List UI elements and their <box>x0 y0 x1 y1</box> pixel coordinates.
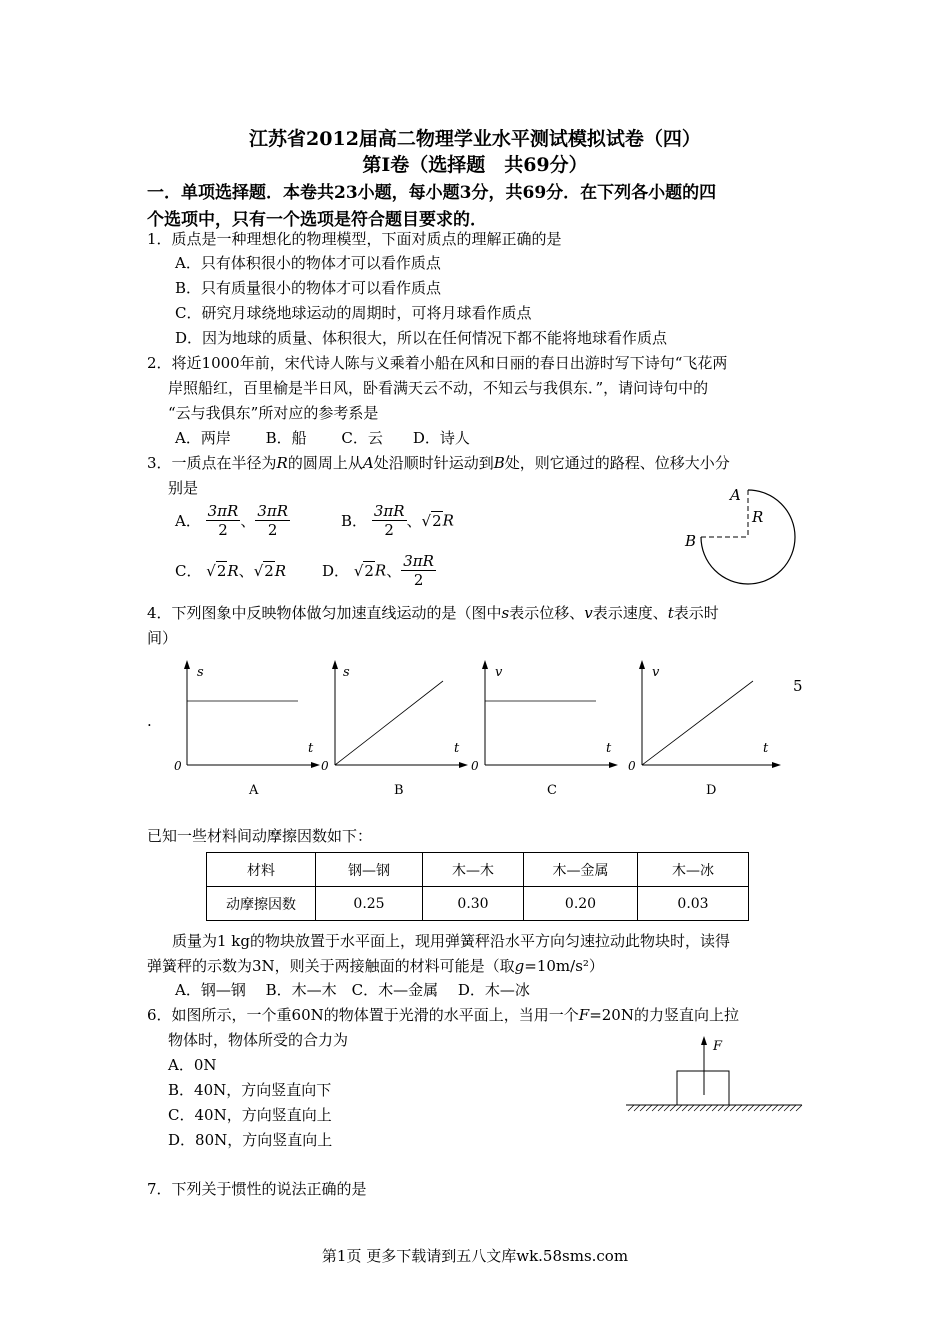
q7-stem: 7．下列关于惯性的说法正确的是 <box>147 1180 367 1198</box>
q4-graph-b <box>318 660 468 800</box>
y-axis-label: s <box>197 665 204 680</box>
stray-dot: . <box>147 712 152 730</box>
graph-line <box>335 681 443 765</box>
page-subtitle: 第Ⅰ卷（选择题 共69分） <box>362 154 588 176</box>
q2-line2: 岸照船红，百里榆是半日风，卧看满天云不动，不知云与我俱东．”，请问诗句中的 <box>168 379 709 397</box>
q1-option-b: B．只有质量很小的物体才可以看作质点 <box>175 279 442 297</box>
table-header-cell: 木—木 <box>423 853 524 887</box>
q4-t-symbol: t <box>667 604 674 622</box>
q3-stem-pre: 3．一质点在半径为 <box>147 454 277 472</box>
q2-line1: 2．将近1000年前，宋代诗人陈与义乘着小船在风和日丽的春日出游时写下诗句“飞花两 <box>147 354 728 372</box>
y-axis-arrow <box>482 660 488 669</box>
frac-numerator: 3πR <box>403 552 434 570</box>
sqrt-expression <box>422 512 443 530</box>
q4-stem-mid1: 表示位移、 <box>509 604 585 622</box>
table-row-label: 动摩擦因数 <box>207 887 316 921</box>
q3-stem-a: A <box>362 454 374 472</box>
friction-table <box>206 852 749 921</box>
sqrt-radicand: 2 <box>216 562 227 580</box>
q5-line1: 质量为1 kg的物块放置于水平面上，现用弹簧秤沿水平方向匀速拉动此物块时，读得 <box>172 932 731 950</box>
q5-line2-pre: 弹簧秤的示数为3N，则关于两接触面的材料可能是（取 <box>147 957 515 975</box>
graph-line <box>642 681 753 765</box>
frac-numerator: 3πR <box>257 502 289 520</box>
q4-s-symbol: s <box>501 604 510 622</box>
sqrt-radicand: 2 <box>264 562 274 580</box>
radius-symbol: R <box>442 511 454 530</box>
q1-option-c: C．研究月球绕地球运动的周期时，可将月球看作质点 <box>175 304 532 322</box>
separator: 、 <box>386 562 402 580</box>
q5-line2-end: =10m/s²） <box>524 957 604 975</box>
q4-stem-mid2: 表示速度、 <box>592 604 668 622</box>
q6-block-figure <box>620 1030 810 1115</box>
q1-option-a: A．只有体积很小的物体才可以看作质点 <box>175 254 441 272</box>
page-title: 江苏省2012届高二物理学业水平测试模拟试卷（四） <box>249 128 701 150</box>
sqrt-radicand: 2 <box>364 561 374 580</box>
q6-stem-end: =20N的力竖直向上拉 <box>589 1006 739 1024</box>
q3-stem-end: 处，则它通过的路程、位移大小分 <box>504 454 730 472</box>
table-header-cell: 木—冰 <box>638 853 749 887</box>
q3-option-b-frac <box>372 502 407 539</box>
q5-options: A．钢—钢 B．木—木 C．木—金属 D．木—冰 <box>175 981 530 999</box>
frac-denominator: 2 <box>218 521 228 539</box>
sqrt-radicand: 2 <box>432 511 442 530</box>
graph-label: D <box>706 783 717 798</box>
q4-graph-d <box>625 660 785 800</box>
graph-label: B <box>394 783 404 798</box>
q6-option-d: D．80N，方向竖直向上 <box>168 1131 333 1149</box>
q3-option-c-label: C． <box>175 562 202 580</box>
frac-denominator: 2 <box>267 521 278 539</box>
q3-option-a-frac1 <box>206 502 241 539</box>
section-heading-line1: 一．单项选择题．本卷共23小题，每小题3分，共69分．在下列各小题的四 <box>147 183 717 203</box>
table-cell: 0.20 <box>524 887 638 921</box>
frac-numerator: 3πR <box>207 502 239 520</box>
q3-stem-r: R <box>276 454 288 472</box>
radius-symbol: R <box>374 561 387 580</box>
q4-stem-end: 表示时 <box>673 604 719 622</box>
sqrt-sign: √ <box>353 561 364 580</box>
table-header-cell: 钢—钢 <box>316 853 423 887</box>
q6-option-b: B．40N，方向竖直向下 <box>168 1081 332 1099</box>
q3-option-a <box>175 502 290 539</box>
q3-option-a-frac2 <box>255 502 290 539</box>
table-cell: 0.03 <box>638 887 749 921</box>
table-header-cell: 材料 <box>207 853 316 887</box>
y-axis-arrow <box>639 660 645 669</box>
x-axis-arrow <box>459 762 468 768</box>
q3-line2: 别是 <box>168 479 199 497</box>
q4-stem-pre: 4．下列图象中反映物体做匀加速直线运动的是（图中 <box>147 604 502 622</box>
origin-label: 0 <box>321 759 329 773</box>
q3-option-c <box>175 560 286 581</box>
q5-intro: 已知一些材料间动摩擦因数如下： <box>147 827 373 845</box>
frac-denominator: 2 <box>413 571 424 589</box>
section-heading-line2: 个选项中，只有一个选项是符合题目要求的． <box>147 210 487 230</box>
q4-v-symbol: v <box>584 604 593 622</box>
block <box>677 1071 729 1105</box>
y-axis-label: v <box>652 665 660 680</box>
radius-label: R <box>752 508 764 526</box>
q4-stem <box>147 602 719 623</box>
sqrt-sign: √ <box>253 562 264 580</box>
q3-option-b-label: B． <box>341 512 368 530</box>
separator: 、 <box>240 512 256 530</box>
origin-label: 0 <box>174 759 182 773</box>
page-footer: 第1页 更多下载请到五八文库wk.58sms.com <box>321 1247 629 1265</box>
q1-option-d: D．因为地球的质量、体积很大，所以在任何情况下都不能将地球看作质点 <box>175 329 668 347</box>
frac-numerator: 3πR <box>373 502 405 520</box>
q6-option-a: A．0N <box>168 1056 217 1074</box>
q3-option-d-frac <box>401 552 436 589</box>
separator: 、 <box>238 562 254 580</box>
table-cell: 0.30 <box>423 887 524 921</box>
sqrt-expression <box>254 562 275 580</box>
q6-stem <box>147 1004 739 1025</box>
point-a-label: A <box>730 486 741 504</box>
q3-stem-mid1: 的圆周上从 <box>287 454 363 472</box>
q3-circle-figure <box>680 480 810 585</box>
x-axis-arrow <box>772 762 781 768</box>
x-axis-label: t <box>763 741 769 756</box>
q6-stem-pre: 6．如图所示，一个重60N的物体置于光滑的水平面上，当用一个 <box>147 1006 579 1024</box>
table-cell: 0.25 <box>316 887 423 921</box>
graph-label: A <box>249 783 259 798</box>
q2-line3: “云与我俱东”所对应的参考系是 <box>168 404 379 422</box>
origin-label: 0 <box>471 759 479 773</box>
x-axis-label: t <box>308 741 314 756</box>
x-axis-label: t <box>454 741 460 756</box>
ground-hatching <box>628 1105 802 1111</box>
stray-number: 5 <box>793 677 803 695</box>
q4-graph-c <box>468 660 618 800</box>
force-symbol: F <box>578 1006 590 1024</box>
q3-option-a-label: A． <box>175 512 201 530</box>
table-header-row <box>207 853 749 887</box>
q3-stem-mid2: 处沿顺时针运动到 <box>373 454 494 472</box>
graph-label: C <box>547 783 557 798</box>
q3-stem-b: B <box>493 454 505 472</box>
x-axis-arrow <box>609 762 618 768</box>
q4-graph-a <box>170 660 320 800</box>
q3-option-d-label: D． <box>322 562 350 580</box>
x-axis-label: t <box>606 741 612 756</box>
origin-label: 0 <box>628 759 636 773</box>
table-row <box>207 887 749 921</box>
q3-option-b <box>341 502 454 539</box>
radius-symbol: R <box>227 562 239 580</box>
y-axis-arrow <box>332 660 338 669</box>
frac-denominator: 2 <box>384 521 394 539</box>
separator: 、 <box>406 512 422 530</box>
point-b-label: B <box>685 532 697 550</box>
gravity-symbol: g <box>514 957 525 975</box>
q3-option-d <box>322 552 436 589</box>
sqrt-sign: √ <box>421 511 432 530</box>
y-axis-label: s <box>343 665 350 680</box>
sqrt-expression <box>354 562 375 580</box>
y-axis-label: v <box>495 665 503 680</box>
sqrt-sign: √ <box>206 562 216 580</box>
q3-stem <box>147 452 730 473</box>
q1-stem: 1．质点是一种理想化的物理模型，下面对质点的理解正确的是 <box>147 230 562 248</box>
q4-line2: 间） <box>147 629 178 647</box>
q6-line2: 物体时，物体所受的合力为 <box>168 1031 349 1049</box>
force-label: F <box>713 1039 723 1054</box>
y-axis-arrow <box>184 660 190 669</box>
sqrt-expression <box>206 562 227 580</box>
table-header-cell: 木—金属 <box>524 853 638 887</box>
radius-symbol: R <box>274 562 287 580</box>
q2-options: A．两岸 B．船 C．云 D．诗人 <box>175 429 470 447</box>
q6-option-c: C．40N，方向竖直向上 <box>168 1106 332 1124</box>
force-arrow-head <box>701 1036 707 1045</box>
q5-line2 <box>147 955 604 976</box>
